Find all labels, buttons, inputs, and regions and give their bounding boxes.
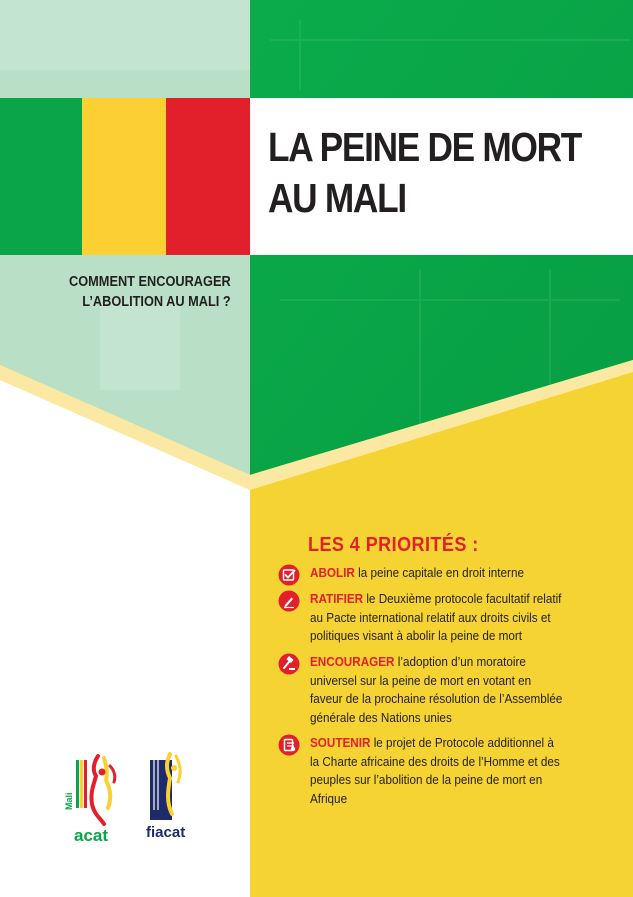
- pen-badge-icon: [278, 590, 300, 612]
- priority-line-3-4: générale des Nations unies: [310, 709, 452, 725]
- flag-yellow-stripe: [82, 98, 166, 255]
- priority-text-3: [310, 653, 600, 727]
- acat-wordmark: acat: [74, 826, 109, 845]
- document-badge-icon: [278, 734, 300, 756]
- title-box: [250, 98, 633, 255]
- flag-green-stripe: [0, 98, 82, 255]
- gavel-badge-icon: [278, 653, 300, 675]
- priority-verb-1: ABOLIR: [310, 565, 355, 580]
- priority-line-2-2: au Pacte international relatif aux droits civils et: [310, 609, 551, 625]
- flag-red-stripe: [166, 98, 250, 255]
- priority-line-4-1: le projet de Protocole additionnel à: [370, 735, 554, 750]
- fiacat-figure-icon: [144, 750, 194, 830]
- priority-line-3-2: universel sur la peine de mort en votant en: [310, 672, 532, 688]
- subtitle-line-2: L’ABOLITION AU MALI ?: [82, 294, 232, 310]
- priority-verb-2: RATIFIER: [310, 591, 364, 606]
- priority-line-3-3: faveur de la prochaine résolution de l’Assemblée: [310, 691, 563, 706]
- priority-text-4: [310, 734, 600, 808]
- subtitle: [69, 272, 231, 312]
- acat-mali-logo: [64, 752, 124, 848]
- priorities-heading: LES 4 PRIORITÉS :: [308, 534, 479, 556]
- priority-line-4-4: Afrique: [310, 790, 348, 806]
- priority-line-3-1: l’adoption d’un moratoire: [394, 654, 526, 669]
- fiacat-wordmark: fiacat: [146, 824, 186, 841]
- priority-line-2-1: le Deuxième protocole facultatif relatif: [363, 591, 562, 606]
- priority-text-2: [310, 590, 600, 646]
- priority-verb-4: SOUTENIR: [310, 735, 371, 750]
- title-line-1: LA PEINE DE MORT: [268, 124, 582, 170]
- priority-line-4-3: peuples sur l’abolition de la peine de mort en: [310, 772, 543, 787]
- priority-line-4-2: la Charte africaine des droits de l’Homme et des: [310, 753, 560, 769]
- priority-verb-3: ENCOURAGER: [310, 654, 395, 669]
- priority-text-1: [310, 564, 600, 583]
- fiacat-logo: [144, 750, 194, 848]
- check-badge-icon: [278, 564, 300, 586]
- title-line-2: AU MALI: [268, 175, 406, 221]
- priority-line-1-1: la peine capitale en droit interne: [354, 565, 524, 580]
- acat-side-label: Mali: [64, 792, 74, 810]
- subtitle-line-1: COMMENT ENCOURAGER: [69, 274, 231, 290]
- priority-line-2-3: politiques visant à abolir la peine de mort: [310, 628, 523, 643]
